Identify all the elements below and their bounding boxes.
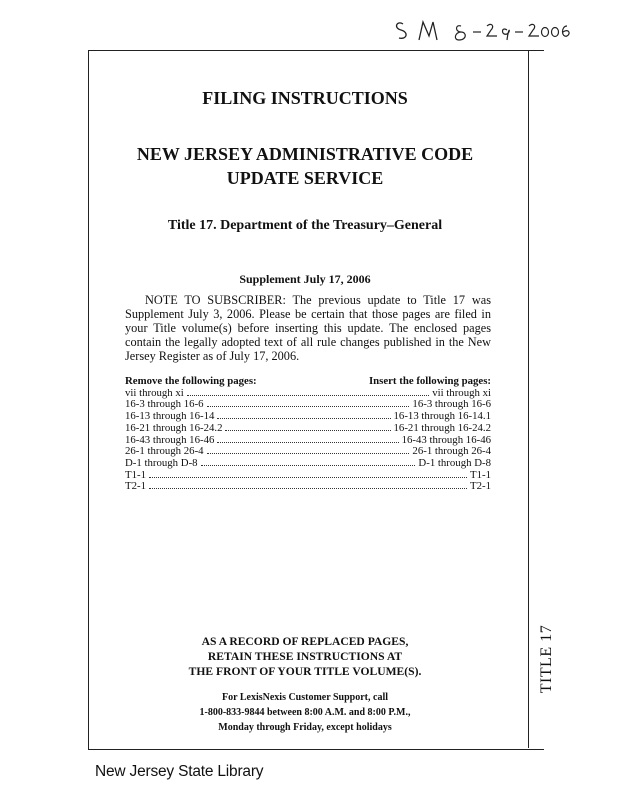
leader-dots (207, 406, 410, 407)
code-title (100, 142, 510, 190)
page-row (125, 470, 491, 482)
support-line1: For LexisNexis Customer Support, call (221, 692, 388, 703)
leader-dots (187, 395, 429, 396)
insert-pages: vii through xi (432, 386, 491, 399)
code-title-line2: UPDATE SERVICE (226, 168, 384, 188)
record-line1: AS A RECORD OF REPLACED PAGES, (201, 635, 409, 648)
remove-pages: 26-1 through 26-4 (125, 445, 204, 458)
note-to-subscriber: NOTE TO SUBSCRIBER: The previous update to Title 17 was Supplement July 3, 2006. Please be certain that those pages are filed in your Title volume(s) before inserting this update. The enclosed pages contain the legally adopted text of all rule changes published in the New Jersey Register as of July 17, 2006. (125, 293, 491, 363)
leader-dots (149, 488, 467, 489)
insert-pages: 16-21 through 16-24.2 (393, 421, 491, 434)
customer-support (150, 690, 460, 735)
insert-header: Insert the following pages: (368, 375, 491, 387)
leader-dots (207, 453, 410, 454)
insert-pages: T1-1 (470, 468, 491, 481)
remove-pages: T2-1 (125, 480, 146, 493)
leader-dots (149, 477, 467, 478)
remove-pages: 16-43 through 16-46 (125, 433, 215, 446)
insert-pages: D-1 through D-8 (418, 456, 491, 469)
title-department: Title 17. Department of the Treasury–General (167, 218, 443, 233)
support-line2: 1-800-833-9844 between 8:00 A.M. and 8:00 P.M., (199, 707, 411, 718)
leader-dots (225, 430, 390, 431)
record-line3: THE FRONT OF YOUR TITLE VOLUME(S). (188, 665, 422, 678)
code-title-line1: NEW JERSEY ADMINISTRATIVE CODE (136, 144, 474, 164)
insert-pages: 16-3 through 16-6 (412, 398, 491, 411)
library-footer: New Jersey State Library (95, 763, 264, 780)
supplement-date: Supplement July 17, 2006 (239, 272, 371, 286)
pages-header (125, 376, 491, 388)
page-row (125, 423, 491, 435)
remove-pages: 16-13 through 16-14 (125, 410, 215, 423)
leader-dots (201, 465, 416, 466)
insert-pages: T2-1 (470, 480, 491, 493)
record-notice (150, 634, 460, 679)
record-line2: RETAIN THESE INSTRUCTIONS AT (207, 650, 403, 663)
page-row (125, 458, 491, 470)
insert-pages: 26-1 through 26-4 (412, 445, 491, 458)
tab-label: TITLE 17 (538, 624, 555, 694)
insert-pages: 16-43 through 16-46 (401, 433, 491, 446)
handwritten-note-signature (395, 14, 575, 44)
leader-dots (217, 442, 398, 443)
remove-pages: 16-21 through 16-24.2 (125, 421, 223, 434)
leader-dots (217, 418, 390, 419)
support-line3: Monday through Friday, except holidays (218, 722, 392, 733)
remove-pages: T1-1 (125, 468, 146, 481)
remove-header: Remove the following pages: (125, 375, 257, 387)
remove-pages: vii through xi (125, 386, 184, 399)
page-row (125, 481, 491, 493)
filing-title: FILING INSTRUCTIONS (202, 88, 408, 108)
remove-pages: 16-3 through 16-6 (125, 398, 204, 411)
insert-pages: 16-13 through 16-14.1 (393, 410, 491, 423)
page-replacement-list (125, 376, 491, 493)
remove-pages: D-1 through D-8 (125, 456, 198, 469)
